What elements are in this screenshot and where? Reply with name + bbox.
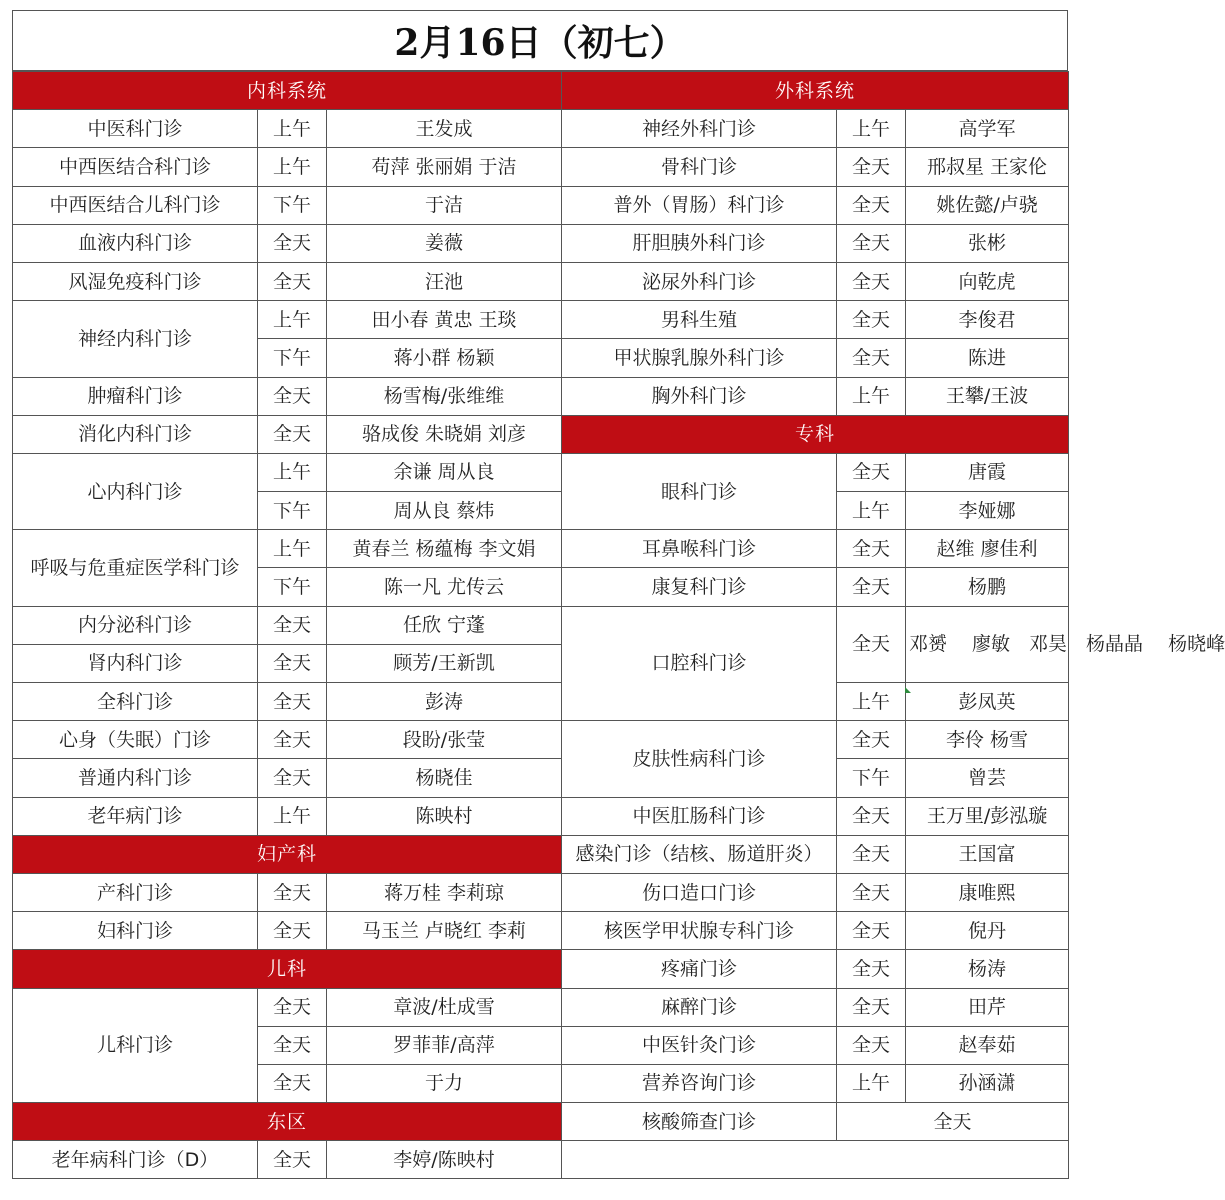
- dept-cell: 男科生殖: [562, 301, 837, 339]
- doctor-cell: 顾芳/王新凯: [327, 644, 562, 682]
- doctor-cell: 王发成: [327, 110, 562, 148]
- time-cell: 全天: [837, 797, 906, 835]
- doctor-cell: 高学军: [906, 110, 1069, 148]
- doctor-cell: 邓赟 廖敏 邓昊 杨晶晶 杨晓峰: [906, 606, 1069, 682]
- table-row: [13, 262, 1069, 300]
- doctor-cell: 汪池: [327, 262, 562, 300]
- doctor-cell: 骆成俊 朱晓娟 刘彦: [327, 415, 562, 453]
- time-cell: 全天: [258, 606, 327, 644]
- doctor-cell: 章波/杜成雪: [327, 988, 562, 1026]
- doctor-cell: 任欣 宁蓬: [327, 606, 562, 644]
- time-cell: 上午: [258, 453, 327, 491]
- time-cell: 上午: [258, 797, 327, 835]
- dept-cell: 泌尿外科门诊: [562, 262, 837, 300]
- table-row: [13, 377, 1069, 415]
- dept-cell: 感染门诊（结核、肠道肝炎）: [562, 835, 837, 873]
- doctor-cell: 杨晓佳: [327, 759, 562, 797]
- dept-cell: 血液内科门诊: [13, 224, 258, 262]
- time-cell: 全天: [258, 721, 327, 759]
- doctor-cell: 罗菲菲/高萍: [327, 1026, 562, 1064]
- table-row: [13, 797, 1069, 835]
- section-neike: 内科系统: [13, 72, 562, 110]
- doctor-cell: 杨鹏: [906, 568, 1069, 606]
- doctor-cell: 彭凤英: [906, 683, 1069, 721]
- time-cell: 全天: [837, 568, 906, 606]
- section-header-row: [13, 72, 1069, 110]
- time-cell: 上午: [837, 1064, 906, 1102]
- doctor-cell: 杨雪梅/张维维: [327, 377, 562, 415]
- time-cell: 全天: [258, 988, 327, 1026]
- table-row: [13, 759, 1069, 797]
- time-cell: 全天: [258, 415, 327, 453]
- time-cell: 全天: [837, 339, 906, 377]
- table-row: [13, 950, 1069, 988]
- doctor-cell: 姜薇: [327, 224, 562, 262]
- section-waike: 外科系统: [562, 72, 1069, 110]
- time-cell: 上午: [837, 110, 906, 148]
- table-row: [13, 835, 1069, 873]
- doctor-cell: 倪丹: [906, 912, 1069, 950]
- table-row: [13, 148, 1069, 186]
- time-cell: 上午: [837, 492, 906, 530]
- doctor-cell: 周从良 蔡炜: [327, 492, 562, 530]
- section-zhuanke: 专科: [562, 415, 1069, 453]
- time-cell: 上午: [258, 148, 327, 186]
- table-row: [13, 224, 1069, 262]
- schedule-table: [12, 71, 1225, 1179]
- doctor-cell: 曾芸: [906, 759, 1069, 797]
- dept-cell: 甲状腺乳腺外科门诊: [562, 339, 837, 377]
- doctor-cell: 唐霞: [906, 453, 1069, 491]
- time-cell: 全天: [837, 835, 906, 873]
- time-cell: 全天: [837, 1026, 906, 1064]
- time-cell: 全天: [837, 186, 906, 224]
- time-cell: 全天: [258, 644, 327, 682]
- doctor-cell: 彭涛: [327, 683, 562, 721]
- time-cell: 全天: [258, 377, 327, 415]
- doctor-cell: 王万里/彭泓璇: [906, 797, 1069, 835]
- dept-cell: 妇科门诊: [13, 912, 258, 950]
- doctor-cell: 向乾虎: [906, 262, 1069, 300]
- dept-cell: 风湿免疫科门诊: [13, 262, 258, 300]
- dept-cell: 产科门诊: [13, 873, 258, 911]
- time-cell: 全天: [837, 912, 906, 950]
- dept-cell: 普外（胃肠）科门诊: [562, 186, 837, 224]
- time-cell: 全天: [837, 606, 906, 682]
- dept-cell: 中医科门诊: [13, 110, 258, 148]
- time-cell: 全天: [837, 453, 906, 491]
- time-cell: 全天: [258, 1064, 327, 1102]
- dept-cell: 老年病科门诊（D）: [13, 1141, 258, 1179]
- time-cell: 全天: [837, 950, 906, 988]
- time-cell: 全天: [837, 148, 906, 186]
- doctor-cell: 王攀/王波: [906, 377, 1069, 415]
- time-cell: 上午: [837, 683, 906, 721]
- section-erke: 儿科: [13, 950, 562, 988]
- table-row: [13, 1103, 1069, 1141]
- doctor-cell: 陈一凡 尤传云: [327, 568, 562, 606]
- table-row: [13, 530, 1069, 568]
- doctor-cell: 田芹: [906, 988, 1069, 1026]
- table-row: [13, 110, 1069, 148]
- dept-cell: 中医针灸门诊: [562, 1026, 837, 1064]
- doctor-cell: 王国富: [906, 835, 1069, 873]
- dept-cell: 儿科门诊: [13, 988, 258, 1103]
- time-cell: 全天: [258, 1141, 327, 1179]
- doctor-cell: 马玉兰 卢晓红 李莉: [327, 912, 562, 950]
- doctor-cell: 田小春 黄忠 王琰: [327, 301, 562, 339]
- dept-cell: 伤口造口门诊: [562, 873, 837, 911]
- dept-cell: 营养咨询门诊: [562, 1064, 837, 1102]
- time-cell: 下午: [258, 339, 327, 377]
- table-row: [13, 606, 1069, 644]
- doctor-cell: 于洁: [327, 186, 562, 224]
- doctor-cell: 李伶 杨雪: [906, 721, 1069, 759]
- time-cell: 全天: [837, 262, 906, 300]
- doctor-cell: 黄春兰 杨蕴梅 李文娟: [327, 530, 562, 568]
- dept-cell: 眼科门诊: [562, 453, 837, 529]
- time-cell: 全天: [258, 683, 327, 721]
- table-row: [13, 415, 1069, 453]
- table-row: [13, 301, 1069, 339]
- dept-cell: 肿瘤科门诊: [13, 377, 258, 415]
- table-row: [13, 988, 1069, 1026]
- time-cell: 上午: [258, 301, 327, 339]
- time-cell: 全天: [258, 873, 327, 911]
- time-cell: 全天: [258, 262, 327, 300]
- doctor-cell: 李娅娜: [906, 492, 1069, 530]
- doctor-cell: 康唯熙: [906, 873, 1069, 911]
- time-cell: 全天: [837, 1103, 1069, 1141]
- doctor-cell: 邢叔星 王家伦: [906, 148, 1069, 186]
- doctor-cell: 张彬: [906, 224, 1069, 262]
- table-row: [13, 912, 1069, 950]
- doctor-cell: 陈进: [906, 339, 1069, 377]
- section-dongqu: 东区: [13, 1103, 562, 1141]
- doctor-cell: 蒋小群 杨颖: [327, 339, 562, 377]
- time-cell: 上午: [258, 110, 327, 148]
- dept-cell: 核酸筛查门诊: [562, 1103, 837, 1141]
- time-cell: 下午: [258, 492, 327, 530]
- empty-cell: [562, 1141, 1069, 1179]
- time-cell: 全天: [258, 759, 327, 797]
- dept-cell: 中医肛肠科门诊: [562, 797, 837, 835]
- dept-cell: 神经内科门诊: [13, 301, 258, 377]
- doctor-cell: 赵奉茹: [906, 1026, 1069, 1064]
- doctor-cell: 姚佐懿/卢骁: [906, 186, 1069, 224]
- dept-cell: 呼吸与危重症医学科门诊: [13, 530, 258, 606]
- dept-cell: 心内科门诊: [13, 453, 258, 529]
- doctor-cell: 赵维 廖佳利: [906, 530, 1069, 568]
- time-cell: 下午: [837, 759, 906, 797]
- time-cell: 全天: [258, 912, 327, 950]
- table-row: [13, 186, 1069, 224]
- dept-cell: 口腔科门诊: [562, 606, 837, 721]
- time-cell: 下午: [258, 186, 327, 224]
- table-row: [13, 453, 1069, 491]
- dept-cell: 肾内科门诊: [13, 644, 258, 682]
- table-row: [13, 873, 1069, 911]
- doctor-cell: 李俊君: [906, 301, 1069, 339]
- doctor-cell: 余谦 周从良: [327, 453, 562, 491]
- table-row: [13, 721, 1069, 759]
- dept-cell: 中西医结合科门诊: [13, 148, 258, 186]
- doctor-cell: 孙涵潇: [906, 1064, 1069, 1102]
- doctor-cell: 陈映村: [327, 797, 562, 835]
- dept-cell: 中西医结合儿科门诊: [13, 186, 258, 224]
- dept-cell: 全科门诊: [13, 683, 258, 721]
- page-title: 2月16日（初七）: [12, 10, 1068, 71]
- time-cell: 上午: [837, 377, 906, 415]
- dept-cell: 皮肤性病科门诊: [562, 721, 837, 797]
- dept-cell: 骨科门诊: [562, 148, 837, 186]
- dept-cell: 耳鼻喉科门诊: [562, 530, 837, 568]
- section-fuchanke: 妇产科: [13, 835, 562, 873]
- doctor-cell: 杨涛: [906, 950, 1069, 988]
- doctor-cell: 段盼/张莹: [327, 721, 562, 759]
- doctor-cell: 于力: [327, 1064, 562, 1102]
- time-cell: 全天: [258, 1026, 327, 1064]
- cell-comment-marker: [905, 687, 911, 693]
- doctor-cell: 李婷/陈映村: [327, 1141, 562, 1179]
- dept-cell: 神经外科门诊: [562, 110, 837, 148]
- time-cell: 全天: [837, 988, 906, 1026]
- doctor-cell: 蒋万桂 李莉琼: [327, 873, 562, 911]
- dept-cell: 康复科门诊: [562, 568, 837, 606]
- time-cell: 全天: [837, 224, 906, 262]
- dept-cell: 肝胆胰外科门诊: [562, 224, 837, 262]
- doctor-cell: 苟萍 张丽娟 于洁: [327, 148, 562, 186]
- time-cell: 上午: [258, 530, 327, 568]
- dept-cell: 消化内科门诊: [13, 415, 258, 453]
- time-cell: 全天: [837, 301, 906, 339]
- dept-cell: 胸外科门诊: [562, 377, 837, 415]
- dept-cell: 核医学甲状腺专科门诊: [562, 912, 837, 950]
- time-cell: 全天: [837, 530, 906, 568]
- table-row: [13, 1141, 1069, 1179]
- dept-cell: 普通内科门诊: [13, 759, 258, 797]
- time-cell: 下午: [258, 568, 327, 606]
- dept-cell: 麻醉门诊: [562, 988, 837, 1026]
- dept-cell: 内分泌科门诊: [13, 606, 258, 644]
- dept-cell: 心身（失眠）门诊: [13, 721, 258, 759]
- dept-cell: 疼痛门诊: [562, 950, 837, 988]
- dept-cell: 老年病门诊: [13, 797, 258, 835]
- time-cell: 全天: [837, 873, 906, 911]
- time-cell: 全天: [837, 721, 906, 759]
- time-cell: 全天: [258, 224, 327, 262]
